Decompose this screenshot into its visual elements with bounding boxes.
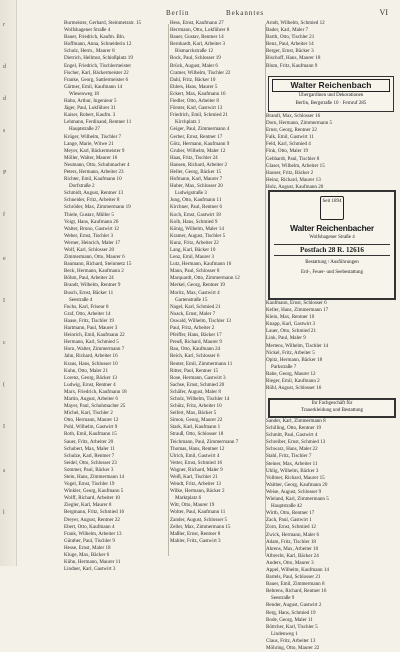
directory-entry: Ernst, Georg, Rentner 22 <box>266 127 317 134</box>
directory-entry: Merkel, Georg, Rentner 19 <box>170 282 225 289</box>
directory-entry: Mertens, Wilhelm, Tischler 14 <box>266 342 329 349</box>
directory-entry: Bischoff, Hans, Maurer 18 <box>266 55 321 62</box>
directory-entry: Günther, Paul, Tischler 9 <box>64 537 115 544</box>
directory-entry: Burmeister, Gerhard, Steinmetzstr. 15 <box>64 20 142 26</box>
column-rule <box>168 24 169 556</box>
directory-entry: Nagel, Karl, Schmied 21 <box>170 303 221 310</box>
directory-entry: Wiesenweg 18 <box>69 90 99 97</box>
directory-entry: Böhm, Paul, Arbeiter 24 <box>64 275 114 282</box>
directory-entry: Möhring, Otto, Maurer 22 <box>266 645 320 651</box>
ad-company-name: Walter Reichenbach <box>272 79 390 92</box>
directory-entry: Gerber, Ernst, Rentner 17 <box>170 133 223 140</box>
directory-entry: Bode, Georg, Maler 11 <box>266 616 313 623</box>
directory-entry: Marktplatz 6 <box>175 495 202 502</box>
header-left: Berlin <box>166 9 190 17</box>
directory-entry: Seestraße 9 <box>271 595 295 602</box>
directory-entry: Schreiber, Ernst, Schmied 13 <box>266 439 326 446</box>
ad-company-name: Walter Reichenbacher <box>290 223 374 233</box>
directory-entry: Zeller, Max, Zimmermann 15 <box>170 523 231 530</box>
directory-entry: Wilke, Hermann, Bäcker 2 <box>170 488 225 495</box>
directory-entry: Gartenstraße 15 <box>175 296 208 303</box>
ad-line: Übergardinen und Dekorationen <box>298 93 364 98</box>
margin-glyph: ( <box>3 382 5 388</box>
directory-entry: Behrens, Richard, Rentner 16 <box>266 588 327 595</box>
ad-line: Wolfshagener Straße 4 <box>309 235 355 240</box>
advertisement-box <box>268 398 396 418</box>
seal-stamp: Seit 1894 <box>320 196 344 220</box>
directory-entry: Parkstraße 7 <box>271 363 297 370</box>
header-middle: Bekanntes <box>226 9 265 17</box>
column-right-block-4 <box>266 418 394 651</box>
directory-entry: Glaser, Wilhelm, Arbeiter 15 <box>266 162 325 169</box>
column-right <box>266 20 394 72</box>
directory-entry: Sander, Karl, Zimmermann 8 <box>266 418 326 424</box>
advertisement-funeral-service <box>268 190 396 300</box>
directory-entry: Bauer, Gustav, Rentner 14 <box>170 34 224 41</box>
directory-entry: Otto, Hermann, Maurer 12 <box>64 417 119 424</box>
directory-entry: Fiedler, Otto, Arbeiter 8 <box>170 98 219 105</box>
directory-entry: Bender, August, Gastwirt 2 <box>266 602 322 609</box>
directory-entry: Ulrich, Emil, Gastwirt 4 <box>170 452 220 459</box>
margin-glyph: f <box>3 212 5 218</box>
directory-entry: Wolter, Paul, Kaufmann 11 <box>170 509 226 516</box>
directory-entry: Neumann, Otto, Schuhmacher 4 <box>64 161 130 168</box>
directory-entry: Appel, Wilhelm, Kaufmann 14 <box>266 566 329 573</box>
directory-entry: Seifert, Max, Bäcker 5 <box>170 410 217 417</box>
directory-entry: Roth, Emil, Kaufmann 15 <box>64 431 117 438</box>
directory-entry: Seidel, Otto, Schlosser 23 <box>64 459 117 466</box>
directory-entry: Keller, Hans, Zimmermann 17 <box>266 307 329 314</box>
column-right-block-2 <box>266 113 394 189</box>
directory-entry: Vollmer, Richard, Maurer 15 <box>266 474 325 481</box>
directory-entry: Vogel, Ernst, Tischler 19 <box>64 481 115 488</box>
ad-line: Ihr Fachgeschäft für <box>311 401 353 406</box>
directory-entry: Link, Paul, Maler 9 <box>266 335 306 342</box>
directory-entry: Claus, Fritz, Arbeiter 13 <box>266 637 316 644</box>
directory-entry: Kramer, August, Tischler 5 <box>170 232 226 239</box>
directory-entry: Albrecht, Karl, Bäcker 24 <box>266 552 319 559</box>
directory-entry: Marquardt, Otto, Zimmermann 12 <box>170 275 240 282</box>
directory-entry: Zorn, Ernst, Schmied 12 <box>266 524 316 531</box>
directory-entry: Jung, Otto, Kaufmann 11 <box>170 197 222 204</box>
column-left <box>64 20 168 573</box>
directory-entry: Haase, Fritz, Tischler 19 <box>64 317 114 324</box>
margin-glyph: d <box>3 96 6 102</box>
directory-entry: Weber, Ernst, Tischler 3 <box>64 232 114 239</box>
directory-entry: Kluge, Max, Bäcker 6 <box>64 552 110 559</box>
directory-entry: Marx, Friedrich, Kaufmann 18 <box>64 388 127 395</box>
directory-entry: Witt, Otto, Maurer 19 <box>170 502 215 509</box>
directory-entry: Walter, Bruno, Gastwirt 12 <box>64 225 119 232</box>
directory-entry: Baumann, Richard, Steinmetz 15 <box>64 261 132 268</box>
directory-entry: Peters, Hermann, Arbeiter 23 <box>64 168 124 175</box>
directory-entry: Geiger, Paul, Zimmermann 4 <box>170 126 230 133</box>
directory-entry: Blum, Fritz, Kaufmann 9 <box>266 62 318 69</box>
directory-entry: Mayer, Paul, Schuhmacher 25 <box>64 403 126 410</box>
margin-glyph: r <box>3 22 5 28</box>
directory-entry: Rau, Otto, Kaufmann 24 <box>170 346 221 353</box>
directory-entry: Pfeiffer, Hans, Bäcker 17 <box>170 332 222 339</box>
directory-entry: Brandl, Max, Schlosser 16 <box>266 113 321 119</box>
directory-entry: Kraus, Hans, Schlosser 10 <box>64 360 118 367</box>
directory-entry: Martin, August, Arbeiter 6 <box>64 395 118 402</box>
directory-entry: Götz, Hermann, Kaufmann 9 <box>170 140 230 147</box>
directory-entry: Engel, Friedrich, Tischlermeister <box>64 62 132 69</box>
directory-entry: Rose, Hermann, Gastwirt 3 <box>170 374 226 381</box>
directory-entry: Voigt, Hans, Kaufmann 26 <box>64 218 119 225</box>
directory-entry: Hahn, Arthur, Ingenieur 5 <box>64 98 117 105</box>
directory-entry: Sommer, Paul, Bäcker 3 <box>64 466 114 473</box>
directory-entry: Hoffmann, Anna, Schneiderin 12 <box>64 41 132 48</box>
directory-entry: Jahn, Richard, Arbeiter 16 <box>64 353 118 360</box>
directory-entry: Fuchs, Karl, Friseur 8 <box>64 303 109 310</box>
directory-entry: Zwick, Hermann, Maler 6 <box>266 531 320 538</box>
directory-entry: Koch, Ernst, Gastwirt 18 <box>170 211 221 218</box>
directory-entry: Scholz, Wilhelm, Tischler 14 <box>170 395 230 402</box>
margin-glyph: l <box>3 510 5 516</box>
directory-entry: Wolff, Richard, Arbeiter 10 <box>64 495 120 502</box>
directory-entry: Wieland, Karl, Zimmermann 5 <box>266 496 329 503</box>
directory-entry: Winkler, Georg, Kaufmann 5 <box>64 488 124 495</box>
directory-entry: Bauer, Emil, Zimmermann 8 <box>266 581 325 588</box>
directory-entry: Uhlig, Wilhelm, Bäcker 3 <box>266 467 319 474</box>
directory-entry: Maßler, Ernst, Rentner 8 <box>170 530 221 537</box>
directory-entry: Werner, Heinrich, Maler 17 <box>64 239 121 246</box>
directory-entry: Hauptstraße 27 <box>69 126 100 133</box>
directory-entry: Horn, Walter, Zimmermann 7 <box>64 346 125 353</box>
directory-entry: Sachse, Ernst, Schmied 20 <box>170 381 225 388</box>
directory-entry: Thomas, Hans, Rentner 12 <box>170 445 225 452</box>
directory-entry: Hermann, Karl, Schmied 5 <box>64 339 119 346</box>
directory-entry: Falk, Emil, Gastwirt 11 <box>266 134 314 141</box>
directory-entry: Heinrich, Emil, Kaufmann 22 <box>64 332 125 339</box>
directory-entry: Anders, Otto, Maurer 3 <box>266 559 314 566</box>
directory-entry: Schulze, Karl, Rentner 7 <box>64 452 115 459</box>
directory-entry: Zach, Paul, Gastwirt 1 <box>266 517 312 524</box>
directory-entry: Lindenweg 1 <box>271 630 298 637</box>
page-number: VI <box>379 8 388 17</box>
margin-glyph: I <box>3 424 5 430</box>
directory-entry: Zander, August, Schlosser 5 <box>170 516 228 523</box>
directory-entry: Böttcher, Karl, Tischler 5 <box>266 623 318 630</box>
directory-entry: Berger, Ernst, Bäcker 3 <box>266 48 314 55</box>
directory-entry: Simon, Georg, Maurer 22 <box>170 417 223 424</box>
directory-entry: Dorfstraße 2 <box>69 183 95 190</box>
directory-entry: Kaufmann, Ernst, Schlosser 6 <box>266 300 327 306</box>
directory-entry: Cramer, Wilhelm, Tischler 22 <box>170 69 231 76</box>
directory-entry: Ziegler, Karl, Maurer 8 <box>64 502 112 509</box>
directory-entry: Lang, Karl, Bäcker 10 <box>170 247 216 253</box>
directory-entry: Frank, Wilhelm, Arbeiter 13 <box>64 530 122 537</box>
directory-entry: Wolfshagener Straße 4 <box>64 27 111 34</box>
directory-entry: Wendt, Fritz, Arbeiter 13 <box>170 481 221 488</box>
directory-entry: Kuhn, Otto, Maler 21 <box>64 367 108 374</box>
directory-entry: Vetter, Ernst, Schmied 16 <box>170 459 222 466</box>
ad-line: Bestattung / Ausführungen <box>305 260 359 265</box>
directory-entry: Michel, Karl, Tischler 2 <box>64 410 113 417</box>
directory-entry: Fink, Otto, Maler 19 <box>266 148 309 155</box>
directory-entry: Weise, August, Schlosser 9 <box>266 488 322 495</box>
directory-entry: Heller, Georg, Bäcker 15 <box>170 168 222 175</box>
directory-entry: Huber, Max, Schlosser 20 <box>170 183 223 190</box>
directory-entry: Seestraße 4 <box>69 296 93 303</box>
directory-entry: Schilling, Otto, Rentner 19 <box>266 425 322 432</box>
directory-entry: Lange, Marie, Witwe 21 <box>64 140 114 147</box>
directory-entry: Lorenz, Georg, Bäcker 13 <box>64 374 117 381</box>
directory-entry: Lutz, Hermann, Kaufmann 16 <box>170 261 232 268</box>
directory-entry: Mann, Paul, Schlosser 8 <box>170 268 220 275</box>
directory-entry: Schwarz, Hans, Maler 22 <box>266 446 318 453</box>
directory-entry: Ahrens, Max, Arbeiter 10 <box>266 545 319 552</box>
directory-entry: Brandt, Wilhelm, Rentner 9 <box>64 282 121 289</box>
directory-entry: Lehmann, Ferdinand, Rentner 11 <box>64 119 132 126</box>
directory-entry: Sauer, Fritz, Arbeiter 20 <box>64 438 114 445</box>
page-header <box>66 7 394 19</box>
directory-entry: Gebhardt, Paul, Tischler 8 <box>266 155 320 162</box>
directory-entry: Kaiser, Robert, Kaufm. 3 <box>64 112 116 119</box>
directory-entry: Lenz, Emil, Maurer 3 <box>170 254 214 261</box>
directory-entry: Ludwig, Ernst, Rentner 4 <box>64 381 116 388</box>
directory-entry: Schütz, Fritz, Arbeiter 10 <box>170 403 222 410</box>
directory-entry: Schmitt, Paul, Gastwirt 4 <box>266 432 318 439</box>
directory-entry: Friedrich, Emil, Schmied 21 <box>170 112 228 119</box>
margin-glyph: c <box>3 340 6 346</box>
directory-entry: Ebert, Otto, Kaufmann 4 <box>64 523 115 530</box>
directory-entry: Schubert, Max, Maler 11 <box>64 445 115 452</box>
directory-entry: Steiner, Max, Arbeiter 11 <box>266 460 318 467</box>
directory-entry: Brück, August, Maler 6 <box>170 62 218 69</box>
directory-entry: Jäger, Paul, Lokführer 31 <box>64 105 116 112</box>
directory-entry: Richter, Emil, Kaufmann 10 <box>64 176 122 183</box>
directory-entry: Hartmann, Paul, Maurer 3 <box>64 325 118 332</box>
directory-entry: Dorn, Hermann, Zimmermann 5 <box>266 120 333 127</box>
directory-entry: Thiele, Gustav, Müller 5 <box>64 211 114 218</box>
directory-entry: Schmidt, August, Rentner 13 <box>64 190 124 197</box>
directory-entry: Ehlers, Hans, Maurer 5 <box>170 83 218 90</box>
directory-entry: Arndt, Wilhelm, Schmied 12 <box>266 20 325 26</box>
column-middle <box>170 20 264 560</box>
directory-entry: Preuß, Richard, Maurer 9 <box>170 339 222 346</box>
ad-line: Trauerkleidung und Bestattung <box>300 408 364 413</box>
directory-entry: Beck, Hermann, Kaufmann 2 <box>64 268 124 275</box>
directory-entry: Oswald, Wilhelm, Tischler 13 <box>170 317 231 324</box>
directory-entry: Hofmann, Karl, Maurer 7 <box>170 176 223 183</box>
directory-entry: Franke, Georg, Sattlermeister 6 <box>64 76 128 83</box>
directory-entry: Bader, Karl, Maler 7 <box>266 27 309 34</box>
directory-entry: König, Wilhelm, Maler 14 <box>170 225 224 232</box>
directory-entry: Hauser, Fritz, Bäcker 2 <box>266 169 314 176</box>
directory-entry: Kirchner, Paul, Rentner 6 <box>170 204 222 211</box>
directory-entry: Strauß, Otto, Schlosser 18 <box>170 431 224 438</box>
directory-entry: Möller, Walter, Maurer 16 <box>64 154 118 161</box>
ad-line: Erd-, Feuer- und Seebestattung <box>300 270 364 275</box>
directory-entry: Nickel, Fritz, Arbeiter 5 <box>266 349 315 356</box>
facing-page-margin <box>0 0 17 566</box>
directory-entry: Bernhardt, Karl, Arbeiter 3 <box>170 41 226 48</box>
directory-entry: Benz, Paul, Arbeiter 14 <box>266 41 314 48</box>
directory-entry: Holz, August, Kaufmann 20 <box>266 183 324 190</box>
directory-entry: Eckert, Max, Kaufmann 16 <box>170 90 226 97</box>
directory-entry: Wolf, Karl, Schlosser 20 <box>64 247 115 253</box>
directory-entry: Dahl, Fritz, Bäcker 10 <box>170 76 216 83</box>
directory-entry: Gärtner, Emil, Kaufmann 14 <box>64 83 123 90</box>
advertisement-reichenbach <box>268 76 394 112</box>
directory-entry: Meyer, Karl, Bäckermeister 9 <box>64 147 125 154</box>
directory-entry: Teichmann, Paul, Zimmermann 7 <box>170 438 239 445</box>
directory-entry: Knapp, Karl, Gastwirt 3 <box>266 321 316 328</box>
directory-entry: Gruber, Wilhelm, Maler 12 <box>170 147 226 154</box>
directory-entry: Bock, Paul, Schlosser 19 <box>170 55 221 62</box>
directory-entry: Förster, Karl, Gastwirt 13 <box>170 105 223 112</box>
directory-entry: Haas, Fritz, Tischler 24 <box>170 154 218 161</box>
directory-entry: Schäfer, August, Maler 8 <box>170 388 221 395</box>
directory-entry: Weiß, Karl, Tischler 21 <box>170 474 218 480</box>
directory-entry: Berg, Hans, Schmied 19 <box>266 609 316 616</box>
directory-entry: Lauer, Otto, Schmied 21 <box>266 328 317 335</box>
column-right-block-3 <box>266 300 394 395</box>
directory-entry: Lindner, Karl, Gastwirt 3 <box>64 566 116 573</box>
directory-entry: Dietrich, Hellmut, Schloßplatz 19 <box>64 55 133 62</box>
margin-glyph: d <box>3 64 6 70</box>
directory-entry: Dreyer, August, Rentner 22 <box>64 516 120 523</box>
directory-entry: Wagner, Richard, Maler 9 <box>170 466 223 473</box>
directory-entry: Kühn, Hermann, Maurer 11 <box>64 559 121 566</box>
directory-entry: Mahler, Fritz, Gastwirt 3 <box>170 537 221 544</box>
margin-glyph: P <box>3 170 7 176</box>
directory-entry: Opitz, Hermann, Bäcker 18 <box>266 356 323 363</box>
directory-entry: Noack, Ernst, Maler 7 <box>170 310 216 317</box>
directory-entry: Ritter, Paul, Rentner 15 <box>170 367 219 374</box>
directory-entry: Stahl, Fritz, Tischler 7 <box>266 453 312 460</box>
directory-entry: Fischer, Karl, Bäckermeister 22 <box>64 69 129 76</box>
directory-entry: Reich, Karl, Schlosser 6 <box>170 353 220 360</box>
directory-entry: Schulz, Herm., Maurer 8 <box>64 48 115 55</box>
directory-entry: Rühl, August, Schlosser 16 <box>266 385 322 392</box>
directory-entry: Klein, Max, Rentner 10 <box>266 314 315 321</box>
margin-glyph: s <box>3 468 6 474</box>
directory-entry: Bartels, Paul, Schlosser 21 <box>266 574 321 581</box>
margin-glyph: s <box>3 128 6 134</box>
directory-entry: Ludwigstraße 3 <box>175 190 207 197</box>
directory-entry: Moritz, Max, Gastwirt 4 <box>170 289 220 296</box>
directory-entry: Hess, Ernst, Kaufmann 27 <box>170 20 224 26</box>
directory-entry: Bauer, Friedrich, Kaufm. Bln. <box>64 34 126 41</box>
directory-entry: Stein, Hans, Zimmermann 14 <box>64 474 125 480</box>
directory-entry: Wirth, Otto, Rentner 17 <box>266 510 315 517</box>
directory-entry: Hesse, Ernst, Maler 18 <box>64 544 111 551</box>
directory-entry: Paul, Fritz, Arbeiter 2 <box>170 325 215 332</box>
directory-entry: Barth, Otto, Tischler 21 <box>266 34 315 41</box>
directory-entry: Herrmann, Otto, Lokführer 8 <box>170 27 230 34</box>
directory-entry: Graf, Otto, Arbeiter 14 <box>64 310 111 317</box>
directory-entry: Schröder, Max, Zimmermann 19 <box>64 204 131 211</box>
directory-entry: Rabe, Georg, Maurer 12 <box>266 370 316 377</box>
directory-entry: Pohl, Wilhelm, Gastwirt 9 <box>64 424 118 431</box>
directory-entry: Adam, Fritz, Tischler 18 <box>266 538 316 545</box>
margin-glyph: e <box>3 256 6 262</box>
directory-entry: Reuter, Emil, Zimmermann 11 <box>170 360 233 367</box>
directory-entry: Kolb, Hans, Schmied 9 <box>170 218 218 225</box>
directory-entry: Hauptstraße 42 <box>271 503 302 510</box>
ad-phone: Postfach 28 R. 12616 <box>274 244 390 256</box>
ad-line: Berlin, Bergstraße 10 · Fernruf 285 <box>295 101 367 106</box>
directory-entry: Bismarckstraße 12 <box>175 48 214 55</box>
directory-entry: Krüger, Wilhelm, Tischler 7 <box>64 133 122 140</box>
directory-entry: Schneider, Fritz, Arbeiter 8 <box>64 197 120 204</box>
directory-entry: Feld, Karl, Schmied 4 <box>266 141 311 148</box>
directory-entry: Rieger, Emil, Kaufmann 2 <box>266 378 320 385</box>
directory-entry: Kunz, Fritz, Arbeiter 22 <box>170 239 219 246</box>
directory-entry: Hansen, Richard, Arbeiter 2 <box>170 161 228 168</box>
directory-entry: Zimmermann, Otto, Maurer 6 <box>64 254 125 261</box>
directory-entry: Walther, Georg, Kaufmann 20 <box>266 481 328 488</box>
directory-entry: Heinz, Richard, Maurer 13 <box>266 176 321 183</box>
directory-entry: Kirchplatz 1 <box>175 119 201 126</box>
directory-entry: Stark, Karl, Kaufmann 1 <box>170 424 221 431</box>
directory-entry: Bergmann, Fritz, Schmied 16 <box>64 509 125 516</box>
directory-entry: Busch, Ernst, Bäcker 11 <box>64 289 114 296</box>
margin-glyph: I <box>3 298 5 304</box>
